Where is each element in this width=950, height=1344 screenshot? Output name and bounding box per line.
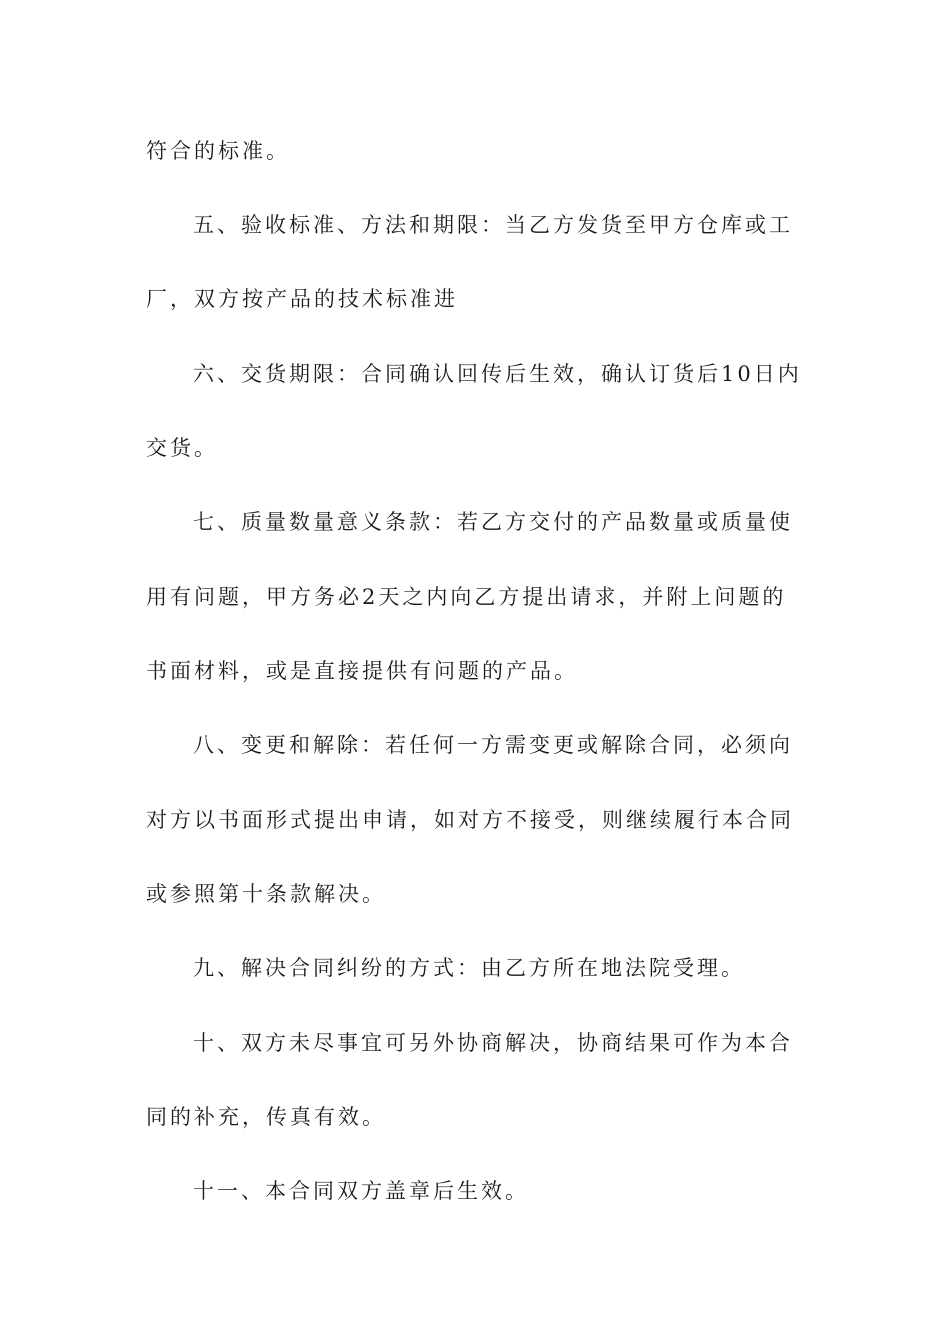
clause-8-line-3: 或参照第十条款解决。	[146, 882, 386, 906]
clause-7-line-1: 七、质量数量意义条款：若乙方交付的产品数量或质量使	[193, 510, 793, 534]
clause-9-line-1: 九、解决合同纠纷的方式：由乙方所在地法院受理。	[193, 956, 745, 980]
clause-6-line-2: 交货。	[146, 436, 218, 460]
clause-5-line-2: 厂，双方按产品的技术标准进	[146, 287, 458, 311]
clause-7-line-2: 用有问题，甲方务必2天之内向乙方提出请求，并附上问题的	[146, 585, 787, 609]
clause-8-line-2: 对方以书面形式提出申请，如对方不接受，则继续履行本合同	[146, 808, 794, 832]
clause-10-line-1: 十、双方未尽事宜可另外协商解决，协商结果可作为本合	[193, 1031, 793, 1055]
clause-8-line-1: 八、变更和解除：若任何一方需变更或解除合同，必须向	[193, 733, 793, 757]
clause-6-line-1: 六、交货期限：合同确认回传后生效，确认订货后10日内	[193, 362, 802, 386]
text-line-1: 符合的标准。	[146, 139, 290, 163]
clause-10-line-2: 同的补充，传真有效。	[146, 1105, 386, 1129]
clause-7-line-3: 书面材料，或是直接提供有问题的产品。	[146, 659, 578, 683]
clause-11-line-1: 十一、本合同双方盖章后生效。	[193, 1179, 529, 1203]
clause-5-line-1: 五、验收标准、方法和期限：当乙方发货至甲方仓库或工	[193, 213, 793, 237]
